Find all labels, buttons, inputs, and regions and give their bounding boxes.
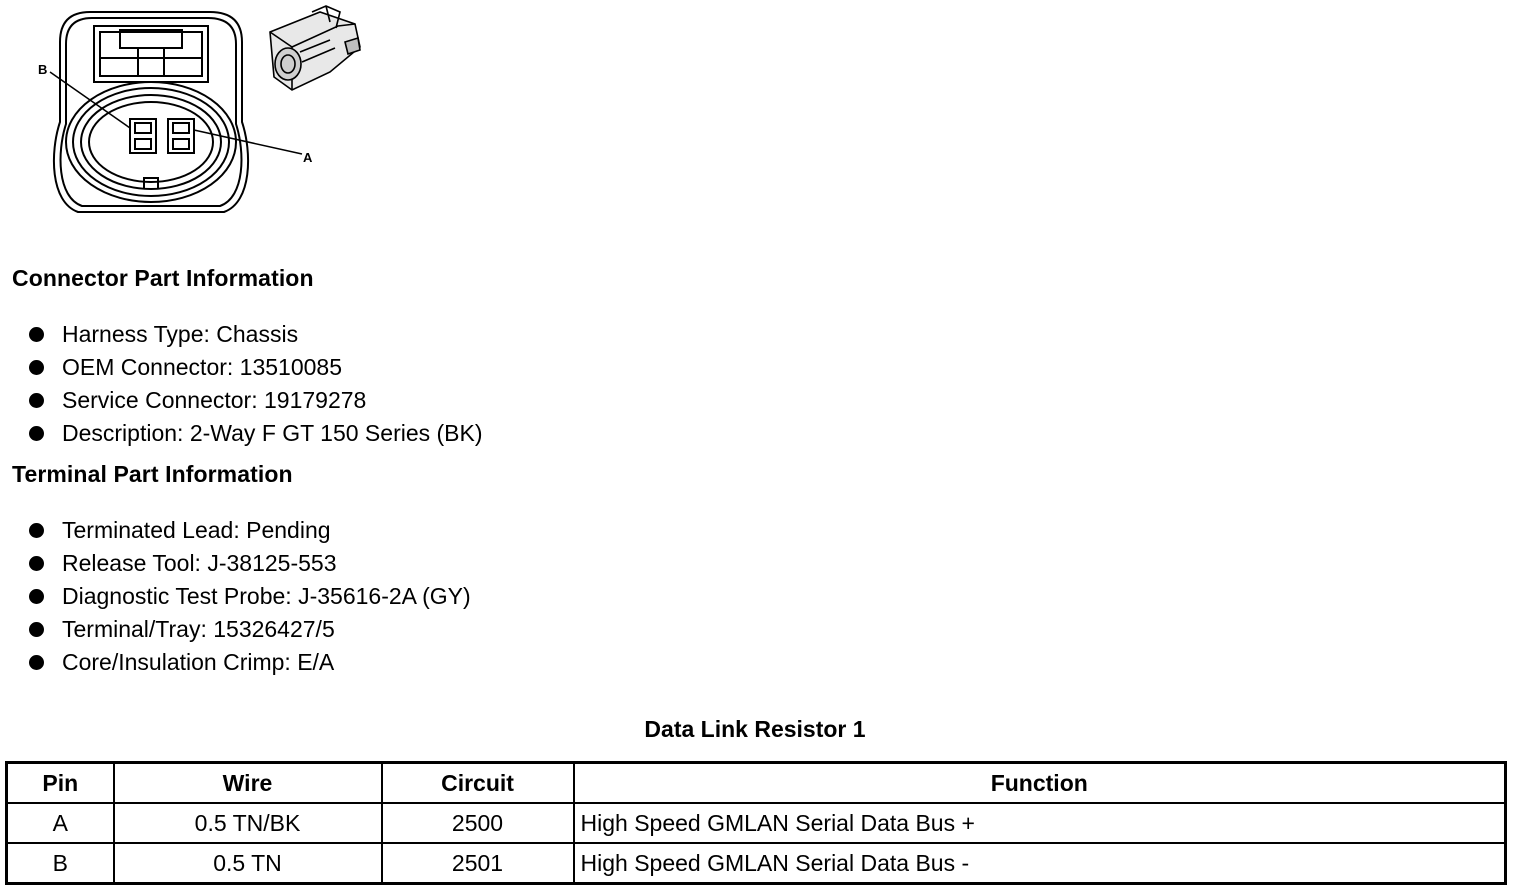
bullet-icon: [29, 655, 44, 670]
cell-wire: 0.5 TN: [114, 843, 382, 884]
bullet-icon: [29, 327, 44, 342]
connector-face-drawing: [50, 12, 302, 212]
list-item: Diagnostic Test Probe: J-35616-2A (GY): [28, 580, 471, 613]
bullet-icon: [29, 426, 44, 441]
callout-b: B: [38, 62, 48, 77]
cell-circuit: 2500: [382, 803, 574, 843]
bullet-icon: [29, 360, 44, 375]
list-item: Terminal/Tray: 15326427/5: [28, 613, 471, 646]
terminal-part-info-heading: Terminal Part Information: [12, 461, 293, 487]
bullet-icon: [29, 622, 44, 637]
list-item: Terminated Lead: Pending: [28, 514, 471, 547]
table-row: [7, 843, 1506, 884]
bullet-icon: [29, 556, 44, 571]
column-header-function: Function: [574, 763, 1506, 804]
table-row: [7, 803, 1506, 843]
list-item: Harness Type: Chassis: [28, 318, 483, 351]
column-header-pin: Pin: [7, 763, 114, 804]
list-item: Core/Insulation Crimp: E/A: [28, 646, 471, 679]
bullet-icon: [29, 523, 44, 538]
cell-function: High Speed GMLAN Serial Data Bus +: [574, 803, 1506, 843]
column-header-wire: Wire: [114, 763, 382, 804]
cell-pin: A: [7, 803, 114, 843]
list-item: Release Tool: J-38125-553: [28, 547, 471, 580]
list-item: Description: 2-Way F GT 150 Series (BK): [28, 417, 483, 450]
bullet-icon: [29, 393, 44, 408]
connector-illustration: [30, 2, 375, 220]
table-header-row: [7, 763, 1506, 804]
terminal-part-info-list: [28, 514, 471, 679]
column-header-circuit: Circuit: [382, 763, 574, 804]
connector-thumbnail: [270, 6, 360, 90]
callout-a: A: [303, 150, 313, 165]
list-item: OEM Connector: 13510085: [28, 351, 483, 384]
pin-table: [5, 761, 1507, 885]
cell-wire: 0.5 TN/BK: [114, 803, 382, 843]
table-title: Data Link Resistor 1: [644, 716, 866, 742]
connector-part-info-list: [28, 318, 483, 450]
bullet-icon: [29, 589, 44, 604]
cell-pin: B: [7, 843, 114, 884]
connector-part-info-heading: Connector Part Information: [12, 265, 314, 291]
list-item: Service Connector: 19179278: [28, 384, 483, 417]
cell-circuit: 2501: [382, 843, 574, 884]
cell-function: High Speed GMLAN Serial Data Bus -: [574, 843, 1506, 884]
